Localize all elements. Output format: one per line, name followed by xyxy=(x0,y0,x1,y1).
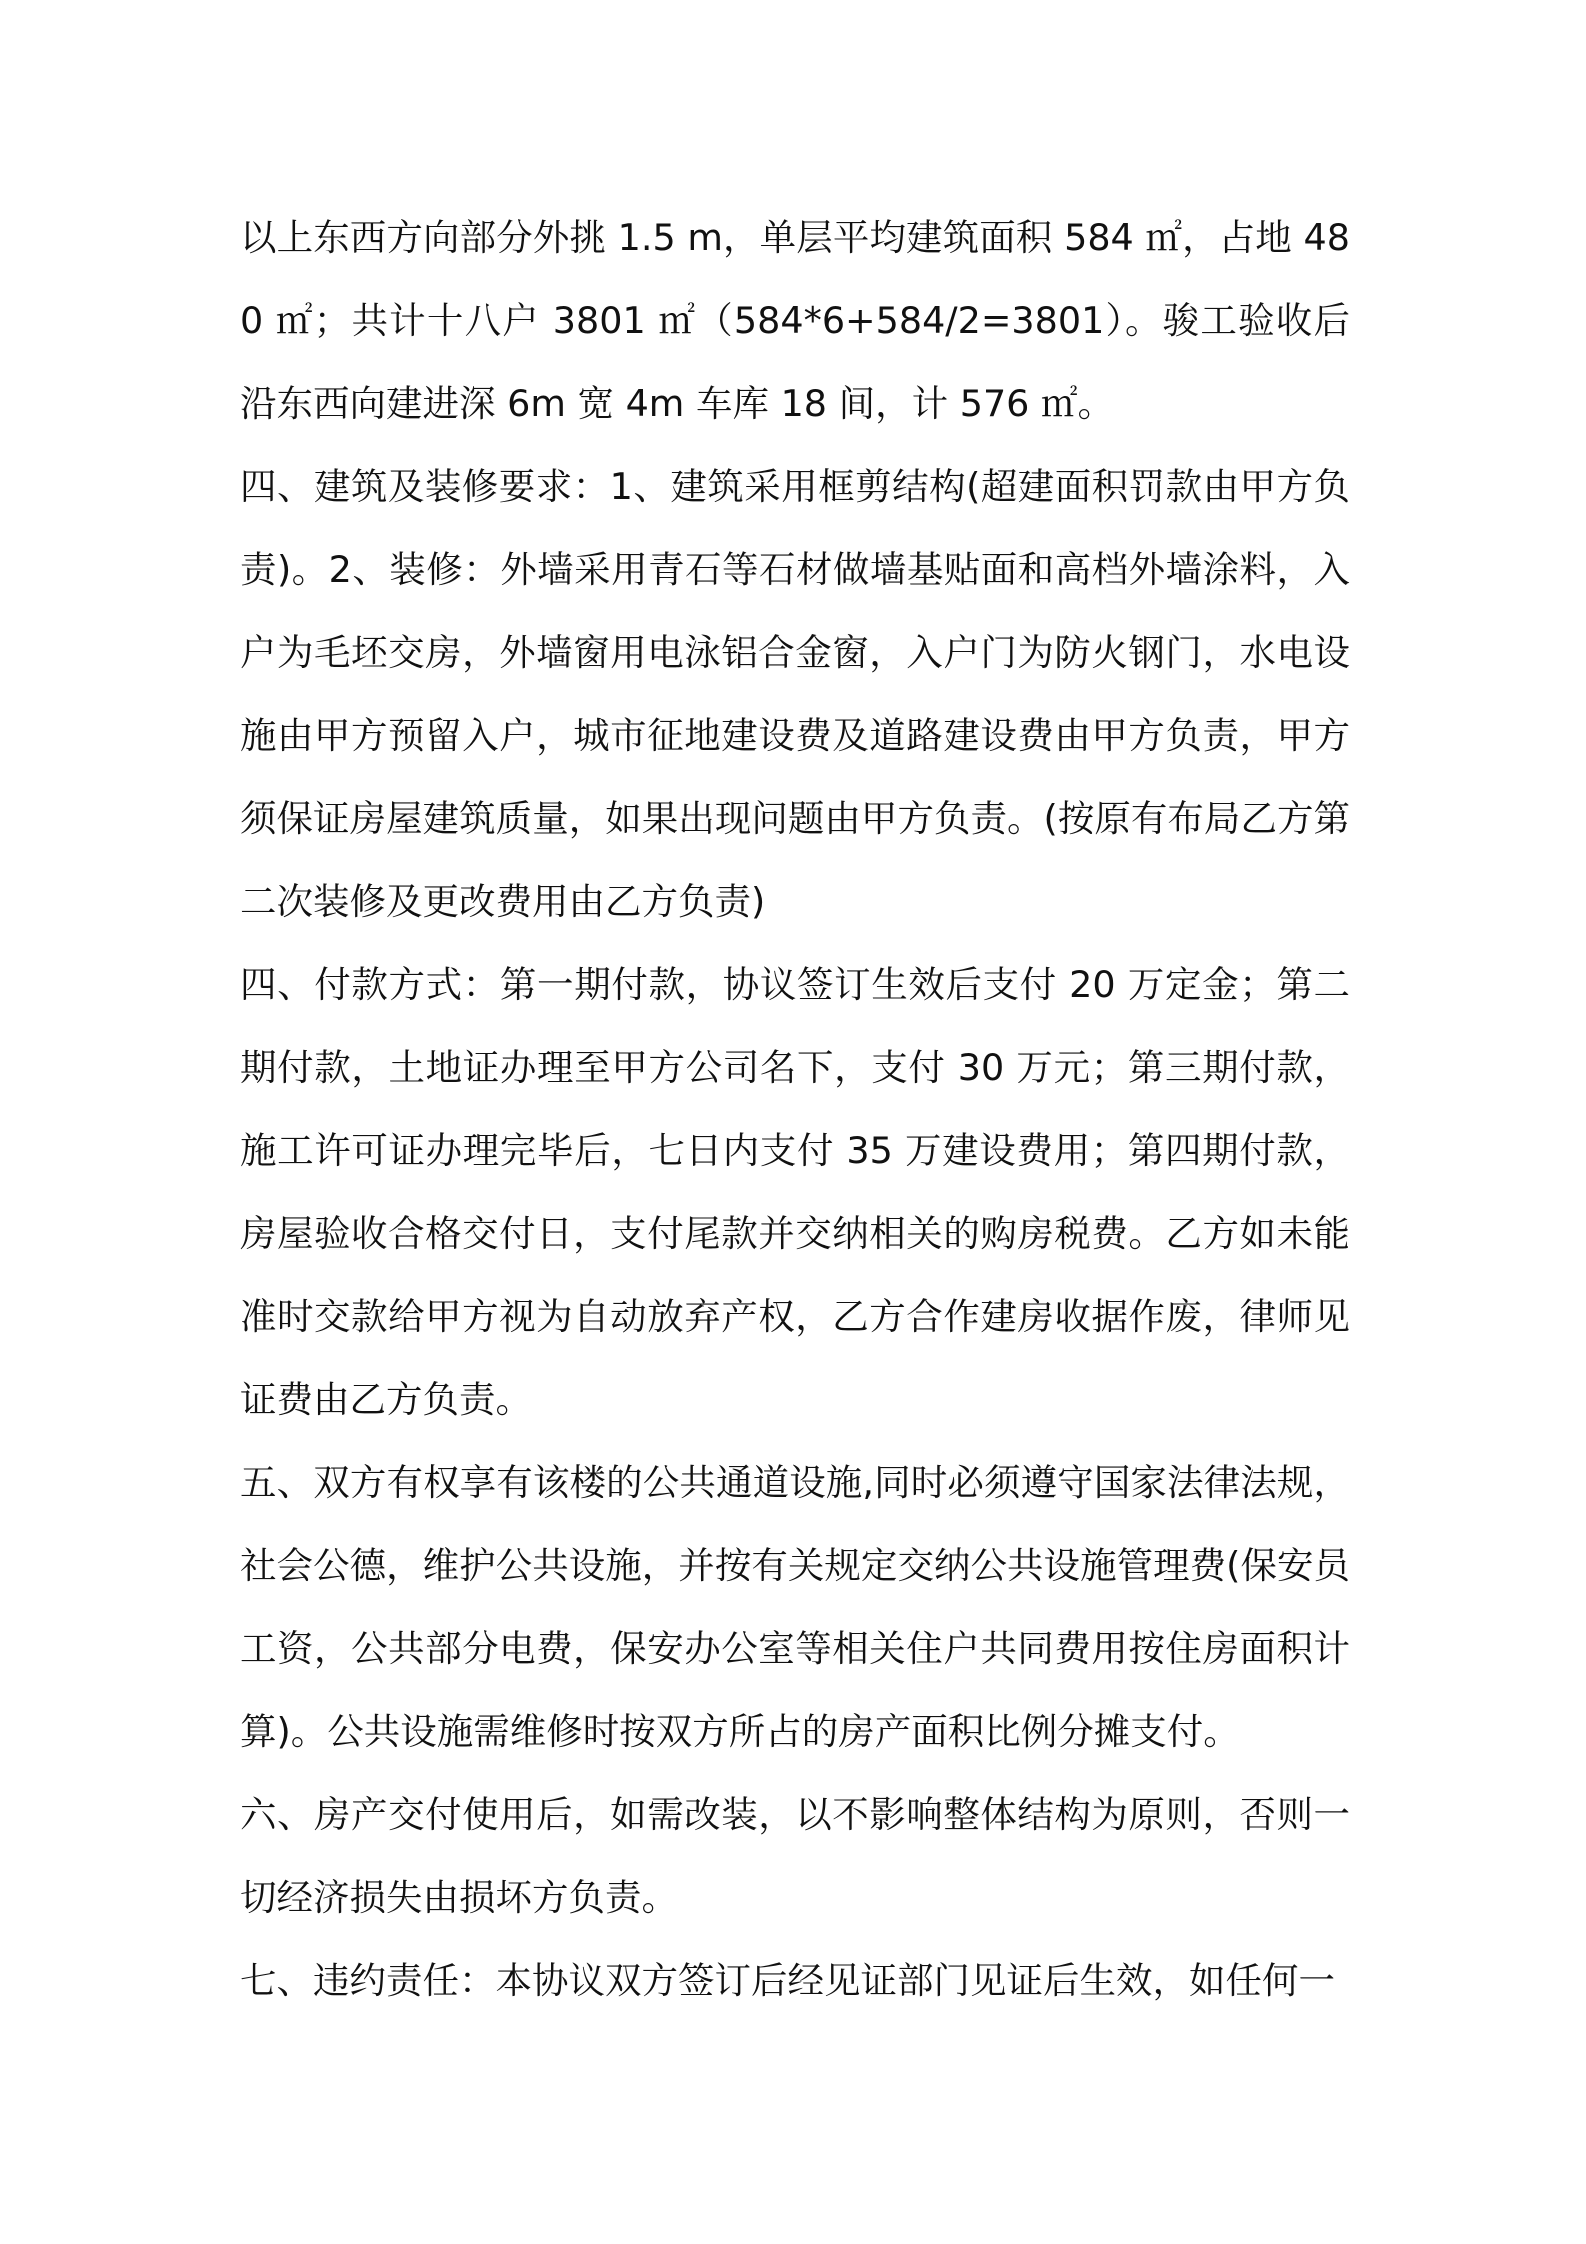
paragraph-liability: 七、违约责任：本协议双方签订后经见证部门见证后生效，如任何一 xyxy=(240,1959,1335,2002)
paragraph-payment-terms: 四、付款方式：第一期付款，协议签订生效后支付 20 万定金；第二期付款，土地证办理至甲方公司名下，支付 30 万元；第三期付款，施工许可证办理完毕后，七日内支付 35 万建设费用；第四期付款，房屋验收合格交付日，支付尾款并交纳相关的购房税费。乙方如未能准时交款给甲方视为自动放弃产权，乙方合作建房收据作废，律师见证费由乙方负责。 xyxy=(240,963,1350,1421)
paragraph-modification: 六、房产交付使用后，如需改装，以不影响整体结构为原则，否则一切经济损失由损坏方负责。 xyxy=(240,1793,1350,1919)
document-body xyxy=(240,196,1350,2022)
paragraph-construction-requirements: 四、建筑及装修要求：1、建筑采用框剪结构(超建面积罚款由甲方负责)。2、装修：外墙采用青石等石材做墙基贴面和高档外墙涂料，入户为毛坯交房，外墙窗用电泳铝合金窗，入户门为防火钢门，水电设施由甲方预留入户，城市征地建设费及道路建设费由甲方负责，甲方须保证房屋建筑质量，如果出现问题由甲方负责。(按原有布局乙方第二次装修及更改费用由乙方负责) xyxy=(240,465,1350,923)
paragraph-public-facilities: 五、双方有权享有该楼的公共通道设施,同时必须遵守国家法律法规，社会公德，维护公共设施，并按有关规定交纳公共设施管理费(保安员工资，公共部分电费，保安办公室等相关住户共同费用按住房面积计算)。公共设施需维修时按双方所占的房产面积比例分摊支付。 xyxy=(240,1461,1350,1753)
paragraph-building-area: 以上东西方向部分外挑 1.5 m，单层平均建筑面积 584 ㎡，占地 480 ㎡；共计十八户 3801 ㎡（584*6+584/2=3801）。骏工验收后沿东西向建进深 6m 宽 4m 车库 18 间，计 576 ㎡。 xyxy=(240,216,1350,425)
